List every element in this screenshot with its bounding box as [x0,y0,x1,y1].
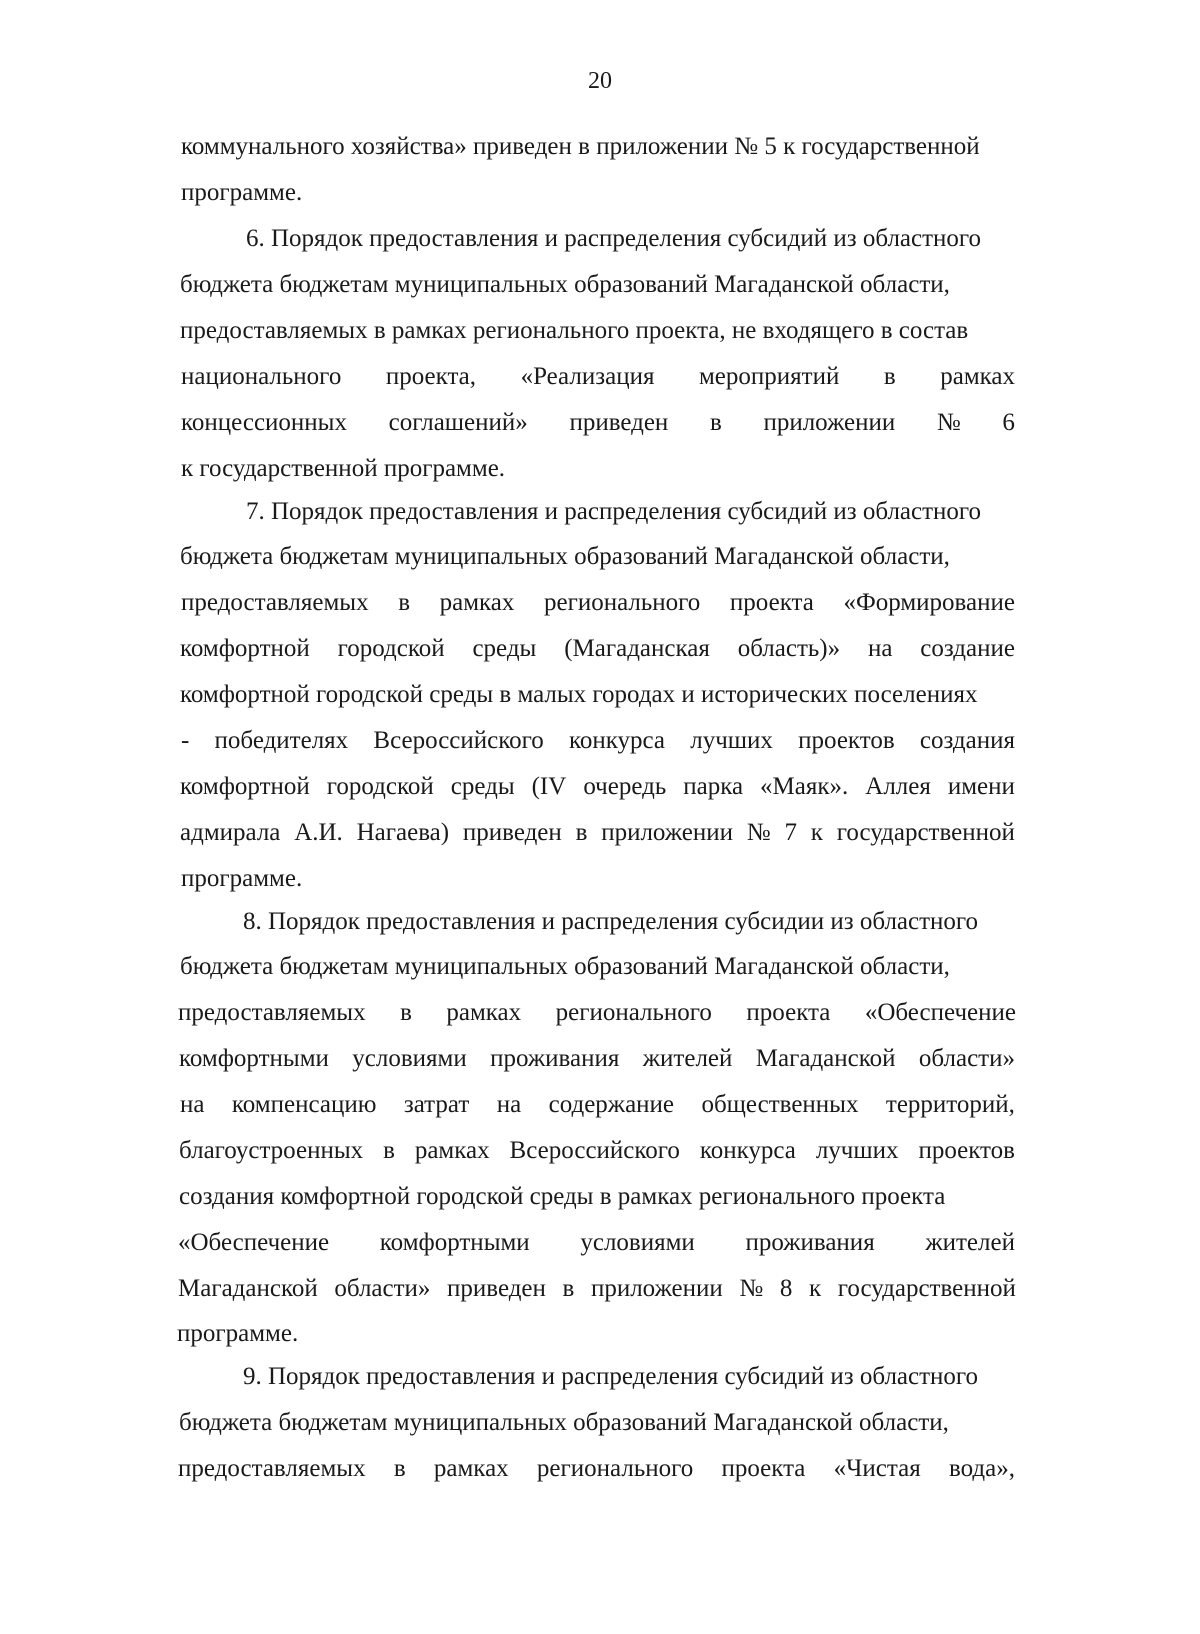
text-word: создание [920,635,1015,662]
text-word: рамках [940,363,1015,390]
text-word: Всероссийского [373,727,544,754]
text-word: условиями [352,1045,467,1072]
text-word: приведен [447,1275,546,1302]
text-word: регионального [555,999,712,1026]
text-word: - [181,727,190,754]
text-word: комфортной городской среды в малых городах и исторических поселениях [180,681,978,708]
text-word: (IV [531,773,567,800]
text-word: на [180,1091,205,1118]
text-word: затрат [403,1091,470,1118]
text-word: мероприятий [698,363,840,390]
text-word: адмирала [180,819,281,846]
text-word: очередь [583,773,667,800]
text-word: «Обеспечение [178,1229,330,1256]
text-word: А.И. [294,819,343,846]
text-word: лучших [690,727,773,754]
text-line [180,314,1016,348]
text-word: среды [450,773,515,800]
text-word: городской [326,773,434,800]
text-word: 6 [1002,409,1015,436]
text-word: государственной [836,819,1015,846]
text-line [181,586,1015,620]
text-word: в [383,1137,395,1164]
text-word: рамках [433,1455,509,1482]
text-line [181,724,1015,758]
text-word: государственной [837,1275,1016,1302]
text-line [178,1452,1015,1486]
text-line [246,495,1015,529]
text-word: № [746,819,771,846]
text-word: лучших [815,1137,899,1164]
text-word: общественных [701,1091,859,1118]
text-line [178,1272,1016,1306]
text-word: Магаданской [755,1045,896,1072]
text-word: на [867,635,893,662]
text-word: парка [683,773,744,800]
text-word: проживания [490,1045,620,1072]
text-word: Всероссийского [509,1137,680,1164]
text-word: области» [918,1045,1015,1072]
text-word: проекта [721,1455,806,1482]
text-word: бюджета бюджетам муниципальных образований Магаданской области, [180,953,950,980]
text-word: проживания [745,1229,875,1256]
text-line [179,1134,1015,1168]
text-line [180,770,1015,804]
text-line [178,1226,1015,1260]
text-word: «Чистая [833,1455,921,1482]
text-word: благоустроенных [179,1137,364,1164]
text-word: «Маяк». [760,773,849,800]
text-word: территорий, [885,1091,1015,1118]
text-word: в [562,1275,575,1302]
text-word: к государственной программе. [181,455,506,482]
text-word: в [400,999,412,1026]
text-line [181,862,302,896]
text-word: в [393,1455,406,1482]
text-line [181,176,302,210]
text-word: рамках [414,1137,490,1164]
text-line [180,950,1015,984]
text-word: бюджета бюджетам муниципальных образований Магаданской области, [179,1409,949,1436]
text-word: 9. Порядок предоставления и распределения субсидий из областного [243,1363,979,1390]
text-word: Аллея [865,773,931,800]
text-word: 8. Порядок предоставления и распределения субсидии из областного [243,908,979,935]
text-word: (Магаданская [564,635,710,662]
text-word: № [936,409,961,436]
text-word: 8 [779,1275,793,1302]
text-line [243,1360,1014,1394]
text-word: создания [919,727,1015,754]
text-word: вода», [948,1455,1015,1482]
text-line [180,540,1015,574]
text-line [180,816,1015,850]
text-word: бюджета бюджетам муниципальных образований Магаданской области, [180,271,950,298]
text-word: содержание [548,1091,675,1118]
text-word: проектов [918,1137,1015,1164]
text-word: приведен [462,819,562,846]
text-word: предоставляемых в рамках регионального проекта, не входящего в состав [180,317,969,344]
text-word: конкурса [699,1137,796,1164]
text-word: «Обеспечение [864,999,1016,1026]
text-word: «Реализация [520,363,655,390]
text-word: комфортными [179,1045,329,1072]
text-word: программе. [177,1320,299,1347]
text-line [180,268,1015,302]
text-word: проекта [746,999,831,1026]
text-line [181,452,505,486]
text-word: 7 [784,819,797,846]
text-word: комфортной [180,773,310,800]
text-word: приложении [590,1275,723,1302]
text-word: бюджета бюджетам муниципальных образований Магаданской области, [180,543,950,570]
text-word: национального [181,363,342,390]
text-word: к [808,1275,822,1302]
text-word: приложении [763,409,896,436]
text-word: «Формирование [843,589,1015,616]
text-line [246,222,1015,256]
text-word: предоставляемых [181,589,369,616]
text-word: имени [947,773,1015,800]
text-word: проекта, [385,363,477,390]
text-word: предоставляемых [178,1455,366,1482]
text-line [243,905,1015,939]
text-word: проектов [798,727,895,754]
text-word: рамках [446,999,522,1026]
text-word: 6. Порядок предоставления и распределения субсидий из областного [246,225,982,252]
text-word: победителях [214,727,349,754]
text-line [180,678,1015,712]
text-line [180,1088,1015,1122]
text-word: условиями [580,1229,695,1256]
text-line [179,1042,1015,1076]
text-word: области» [334,1275,431,1302]
text-word: в [883,363,896,390]
text-word: создания комфортной городской среды в рамках регионального проекта [179,1183,946,1210]
text-word: программе. [181,865,303,892]
text-word: среды [472,635,537,662]
text-word: приведен [569,409,669,436]
text-word: в [398,589,410,616]
text-line [179,1180,1015,1214]
text-word: жителей [925,1229,1015,1256]
text-line [177,1317,298,1351]
text-word: комфортной [180,635,310,662]
text-line [180,632,1015,666]
text-word: соглашений» [388,409,528,436]
text-word: проекта [729,589,814,616]
text-word: Нагаева) [356,819,450,846]
text-word: программе. [181,179,303,206]
text-word: в [575,819,588,846]
text-word: № [739,1275,764,1302]
text-line [181,406,1015,440]
text-word: в [709,409,722,436]
text-word: компенсацию [231,1091,377,1118]
text-word: рамках [439,589,515,616]
text-word: 7. Порядок предоставления и распределения субсидий из областного [246,498,982,525]
text-word: к [810,819,823,846]
text-word: конкурса [568,727,666,754]
text-word: коммунального хозяйства» приведен в приложении № 5 к государственной [181,133,980,160]
text-word: область)» [737,635,841,662]
page-number: 20 [588,68,612,94]
text-word: жителей [642,1045,733,1072]
text-line [181,360,1015,394]
text-line [178,996,1016,1030]
text-word: на [496,1091,522,1118]
text-word: комфортными [379,1229,530,1256]
text-word: концессионных [181,409,347,436]
text-word: предоставляемых [178,999,366,1026]
text-word: регионального [536,1455,694,1482]
text-word: приложении [601,819,733,846]
text-line [179,1406,1015,1440]
text-word: Магаданской [178,1275,318,1302]
text-line [181,130,1015,164]
text-word: регионального [544,589,701,616]
text-word: городской [337,635,445,662]
